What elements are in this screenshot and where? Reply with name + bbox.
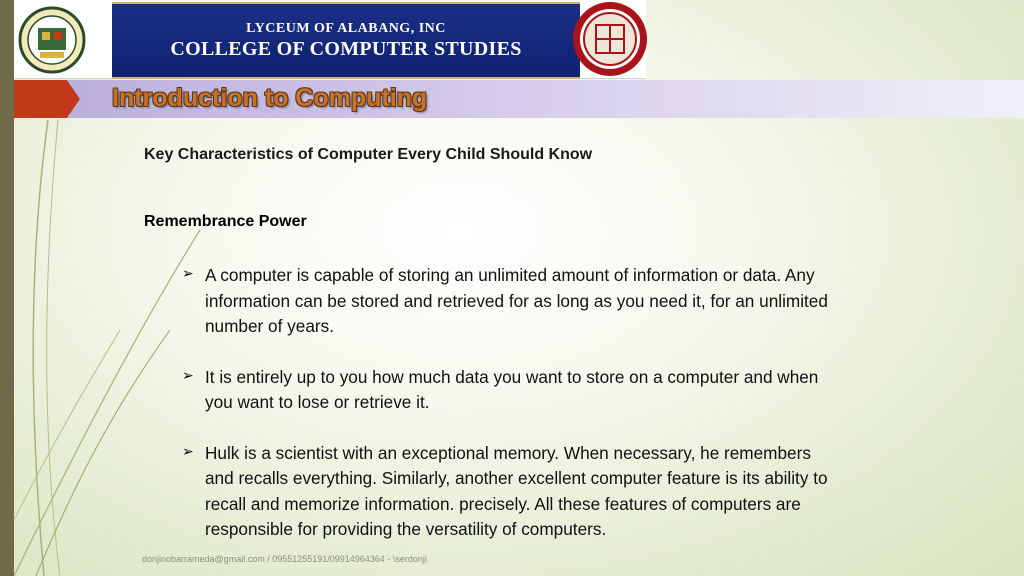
section-heading: Remembrance Power bbox=[144, 213, 307, 230]
bullet-text: Hulk is a scientist with an exceptional memory. When necessary, he remembers and recalls everything. Similarly, another excellent computer feature is its ability to recall and memorize information. precisely. All these features of computers are responsible for providing the versatility of computers. bbox=[205, 442, 828, 539]
slide-title: Introduction to Computing bbox=[112, 84, 428, 112]
footer-contact: donjinobarrameda@gmail.com / 09551255191/09914964364 - \serdonji bbox=[142, 554, 427, 564]
bullet-list bbox=[182, 263, 842, 568]
college-name: COLLEGE OF COMPUTER STUDIES bbox=[170, 38, 522, 60]
banner-title-box bbox=[112, 2, 580, 79]
list-item bbox=[182, 441, 842, 543]
institution-name: LYCEUM OF ALABANG, INC bbox=[246, 21, 446, 36]
list-item bbox=[182, 365, 842, 416]
college-seal-icon bbox=[570, 0, 650, 78]
arrow-bullet-icon: ➢ bbox=[182, 442, 194, 459]
slide-subtitle: Key Characteristics of Computer Every Child Should Know bbox=[144, 146, 593, 163]
list-item bbox=[182, 263, 842, 340]
title-arrow-shape bbox=[14, 80, 80, 118]
arrow-bullet-icon: ➢ bbox=[182, 366, 194, 383]
header-banner bbox=[14, 0, 646, 79]
bullet-text: A computer is capable of storing an unlimited amount of information or data. Any information can be stored and retrieved for as long as you need it, for an unlimited number of years. bbox=[205, 265, 828, 336]
arrow-bullet-icon: ➢ bbox=[182, 265, 194, 281]
lyceum-seal-icon bbox=[18, 6, 86, 74]
bullet-text: It is entirely up to you how much data you want to store on a computer and when you want to lose or retrieve it. bbox=[205, 366, 819, 412]
